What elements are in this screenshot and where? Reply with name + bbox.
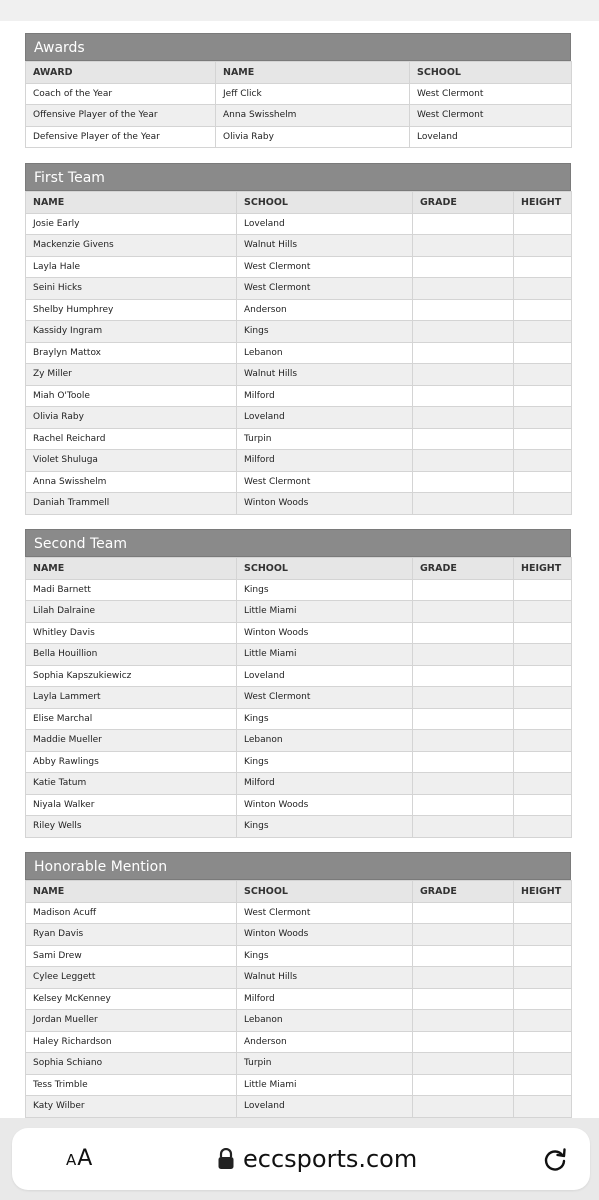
cell-name: Sophia Schiano (26, 1053, 237, 1075)
cell-grade (413, 278, 514, 300)
cell-name: Olivia Raby (216, 126, 410, 148)
column-header-name: NAME (26, 558, 237, 580)
cell-name: Bella Houillion (26, 644, 237, 666)
table-row (26, 622, 572, 644)
cell-grade (413, 816, 514, 838)
cell-height (514, 967, 572, 989)
table-row (26, 687, 572, 709)
cell-height (514, 988, 572, 1010)
table-row (26, 364, 572, 386)
cell-school: Little Miami (237, 601, 413, 623)
cell-name: Daniah Trammell (26, 493, 237, 515)
table-row (26, 83, 572, 105)
cell-height (514, 1053, 572, 1075)
table-row (26, 235, 572, 257)
cell-school: Anderson (237, 1031, 413, 1053)
cell-name: Haley Richardson (26, 1031, 237, 1053)
cell-name: Maddie Mueller (26, 730, 237, 752)
cell-school: Loveland (237, 213, 413, 235)
column-header-grade: GRADE (413, 192, 514, 214)
cell-grade (413, 902, 514, 924)
cell-name: Whitley Davis (26, 622, 237, 644)
cell-school: Kings (237, 751, 413, 773)
cell-school: Milford (237, 773, 413, 795)
first-team-table (25, 191, 572, 515)
cell-school: Winton Woods (237, 622, 413, 644)
table-row (26, 1074, 572, 1096)
cell-name: Madi Barnett (26, 579, 237, 601)
cell-grade (413, 321, 514, 343)
column-header-name: NAME (216, 62, 410, 84)
cell-grade (413, 945, 514, 967)
cell-height (514, 493, 572, 515)
cell-grade (413, 967, 514, 989)
cell-name: Sami Drew (26, 945, 237, 967)
table-row (26, 1010, 572, 1032)
browser-toolbar (0, 1118, 599, 1200)
cell-grade (413, 342, 514, 364)
cell-height (514, 902, 572, 924)
table-row (26, 1053, 572, 1075)
cell-school: Kings (237, 579, 413, 601)
cell-name: Anna Swisshelm (216, 105, 410, 127)
top-strip (0, 0, 599, 21)
cell-school: Turpin (237, 428, 413, 450)
cell-grade (413, 751, 514, 773)
cell-height (514, 708, 572, 730)
column-header-height: HEIGHT (514, 881, 572, 903)
honorable-mention-section (25, 852, 571, 1118)
cell-grade (413, 687, 514, 709)
cell-grade (413, 773, 514, 795)
table-row (26, 1096, 572, 1118)
table-row (26, 493, 572, 515)
cell-school: Loveland (237, 1096, 413, 1118)
cell-school: West Clermont (237, 471, 413, 493)
column-header-school: SCHOOL (237, 558, 413, 580)
cell-name: Cylee Leggett (26, 967, 237, 989)
table-row (26, 579, 572, 601)
section-title-first-team: First Team (25, 163, 571, 191)
section-title-awards: Awards (25, 33, 571, 61)
table-row (26, 213, 572, 235)
column-header-school: SCHOOL (410, 62, 572, 84)
cell-grade (413, 794, 514, 816)
cell-name: Anna Swisshelm (26, 471, 237, 493)
table-row (26, 299, 572, 321)
cell-grade (413, 256, 514, 278)
table-row (26, 967, 572, 989)
cell-school: Lebanon (237, 730, 413, 752)
table-row (26, 385, 572, 407)
cell-school: West Clermont (410, 105, 572, 127)
cell-name: Zy Miller (26, 364, 237, 386)
column-header-school: SCHOOL (237, 881, 413, 903)
cell-height (514, 471, 572, 493)
cell-name: Jeff Click (216, 83, 410, 105)
cell-school: West Clermont (237, 687, 413, 709)
cell-school: Winton Woods (237, 493, 413, 515)
cell-grade (413, 364, 514, 386)
cell-grade (413, 988, 514, 1010)
cell-grade (413, 213, 514, 235)
table-row (26, 471, 572, 493)
cell-award: Defensive Player of the Year (26, 126, 216, 148)
column-header-name: NAME (26, 192, 237, 214)
cell-award: Coach of the Year (26, 83, 216, 105)
column-header-name: NAME (26, 881, 237, 903)
cell-school: West Clermont (410, 83, 572, 105)
cell-school: Walnut Hills (237, 364, 413, 386)
awards-section (25, 33, 571, 148)
cell-height (514, 1096, 572, 1118)
url-display[interactable] (217, 1143, 417, 1175)
cell-name: Tess Trimble (26, 1074, 237, 1096)
text-size-button[interactable] (66, 1146, 93, 1171)
column-header-grade: GRADE (413, 881, 514, 903)
cell-school: Milford (237, 450, 413, 472)
table-row (26, 794, 572, 816)
cell-school: Walnut Hills (237, 967, 413, 989)
cell-name: Elise Marchal (26, 708, 237, 730)
table-row (26, 665, 572, 687)
cell-height (514, 601, 572, 623)
table-row (26, 126, 572, 148)
cell-height (514, 773, 572, 795)
cell-name: Rachel Reichard (26, 428, 237, 450)
column-header-award: AWARD (26, 62, 216, 84)
table-row (26, 256, 572, 278)
cell-height (514, 342, 572, 364)
cell-name: Abby Rawlings (26, 751, 237, 773)
cell-height (514, 385, 572, 407)
cell-height (514, 256, 572, 278)
address-bar[interactable] (12, 1128, 590, 1190)
table-row (26, 773, 572, 795)
column-header-grade: GRADE (413, 558, 514, 580)
cell-school: Little Miami (237, 644, 413, 666)
table-row (26, 902, 572, 924)
cell-grade (413, 407, 514, 429)
cell-grade (413, 385, 514, 407)
table-row (26, 924, 572, 946)
table-row (26, 816, 572, 838)
cell-grade (413, 1010, 514, 1032)
cell-school: Milford (237, 385, 413, 407)
table-header-row (26, 558, 572, 580)
cell-height (514, 665, 572, 687)
second-team-section (25, 529, 571, 838)
cell-grade (413, 622, 514, 644)
first-team-section (25, 163, 571, 515)
cell-name: Shelby Humphrey (26, 299, 237, 321)
cell-school: Winton Woods (237, 924, 413, 946)
table-row (26, 644, 572, 666)
table-row (26, 988, 572, 1010)
cell-grade (413, 601, 514, 623)
cell-grade (413, 1074, 514, 1096)
cell-grade (413, 493, 514, 515)
cell-height (514, 816, 572, 838)
second-team-table (25, 557, 572, 838)
cell-grade (413, 1053, 514, 1075)
cell-school: Loveland (237, 407, 413, 429)
cell-name: Braylyn Mattox (26, 342, 237, 364)
cell-name: Miah O'Toole (26, 385, 237, 407)
cell-grade (413, 644, 514, 666)
cell-name: Kassidy Ingram (26, 321, 237, 343)
cell-grade (413, 665, 514, 687)
cell-grade (413, 924, 514, 946)
cell-school: Kings (237, 816, 413, 838)
cell-name: Kelsey McKenney (26, 988, 237, 1010)
cell-school: Kings (237, 708, 413, 730)
section-title-honorable-mention: Honorable Mention (25, 852, 571, 880)
cell-height (514, 213, 572, 235)
cell-name: Katy Wilber (26, 1096, 237, 1118)
column-header-height: HEIGHT (514, 558, 572, 580)
cell-name: Layla Lammert (26, 687, 237, 709)
cell-height (514, 579, 572, 601)
cell-school: Lebanon (237, 342, 413, 364)
table-row (26, 450, 572, 472)
cell-school: Milford (237, 988, 413, 1010)
url-text: eccsports.com (243, 1145, 418, 1173)
cell-height (514, 622, 572, 644)
cell-name: Olivia Raby (26, 407, 237, 429)
cell-grade (413, 235, 514, 257)
cell-school: Walnut Hills (237, 235, 413, 257)
cell-school: West Clermont (237, 278, 413, 300)
cell-height (514, 644, 572, 666)
table-row (26, 342, 572, 364)
column-header-height: HEIGHT (514, 192, 572, 214)
cell-name: Violet Shuluga (26, 450, 237, 472)
cell-name: Lilah Dalraine (26, 601, 237, 623)
table-header-row (26, 881, 572, 903)
awards-table (25, 61, 572, 148)
table-row (26, 751, 572, 773)
cell-grade (413, 730, 514, 752)
table-row (26, 708, 572, 730)
cell-name: Mackenzie Givens (26, 235, 237, 257)
cell-height (514, 278, 572, 300)
cell-height (514, 235, 572, 257)
cell-school: Loveland (237, 665, 413, 687)
cell-height (514, 945, 572, 967)
cell-height (514, 450, 572, 472)
section-title-second-team: Second Team (25, 529, 571, 557)
cell-grade (413, 450, 514, 472)
cell-school: Loveland (410, 126, 572, 148)
cell-name: Layla Hale (26, 256, 237, 278)
table-row (26, 1031, 572, 1053)
cell-grade (413, 471, 514, 493)
cell-name: Niyala Walker (26, 794, 237, 816)
cell-grade (413, 1096, 514, 1118)
cell-name: Katie Tatum (26, 773, 237, 795)
cell-name: Madison Acuff (26, 902, 237, 924)
cell-grade (413, 579, 514, 601)
table-header-row (26, 62, 572, 84)
reload-icon[interactable] (541, 1145, 569, 1173)
cell-name: Jordan Mueller (26, 1010, 237, 1032)
cell-height (514, 924, 572, 946)
cell-height (514, 407, 572, 429)
cell-height (514, 321, 572, 343)
cell-name: Sophia Kapszukiewicz (26, 665, 237, 687)
cell-height (514, 730, 572, 752)
text-size-small-glyph: A (66, 1151, 78, 1169)
cell-name: Josie Early (26, 213, 237, 235)
cell-grade (413, 299, 514, 321)
cell-name: Ryan Davis (26, 924, 237, 946)
table-row (26, 945, 572, 967)
table-row (26, 321, 572, 343)
column-header-school: SCHOOL (237, 192, 413, 214)
cell-school: Lebanon (237, 1010, 413, 1032)
table-row (26, 428, 572, 450)
cell-grade (413, 1031, 514, 1053)
cell-school: Little Miami (237, 1074, 413, 1096)
honorable-mention-table (25, 880, 572, 1118)
text-size-large-glyph: A (77, 1146, 94, 1171)
cell-school: Turpin (237, 1053, 413, 1075)
cell-height (514, 1010, 572, 1032)
table-row (26, 407, 572, 429)
table-row (26, 601, 572, 623)
lock-icon (217, 1148, 235, 1170)
cell-height (514, 299, 572, 321)
cell-school: Kings (237, 945, 413, 967)
cell-height (514, 1031, 572, 1053)
cell-grade (413, 708, 514, 730)
cell-school: West Clermont (237, 256, 413, 278)
cell-award: Offensive Player of the Year (26, 105, 216, 127)
cell-height (514, 1074, 572, 1096)
cell-school: Winton Woods (237, 794, 413, 816)
cell-school: West Clermont (237, 902, 413, 924)
cell-height (514, 794, 572, 816)
table-header-row (26, 192, 572, 214)
cell-height (514, 428, 572, 450)
cell-grade (413, 428, 514, 450)
table-row (26, 105, 572, 127)
table-row (26, 278, 572, 300)
cell-school: Anderson (237, 299, 413, 321)
cell-school: Kings (237, 321, 413, 343)
cell-height (514, 364, 572, 386)
cell-height (514, 687, 572, 709)
cell-name: Riley Wells (26, 816, 237, 838)
table-row (26, 730, 572, 752)
cell-name: Seini Hicks (26, 278, 237, 300)
cell-height (514, 751, 572, 773)
